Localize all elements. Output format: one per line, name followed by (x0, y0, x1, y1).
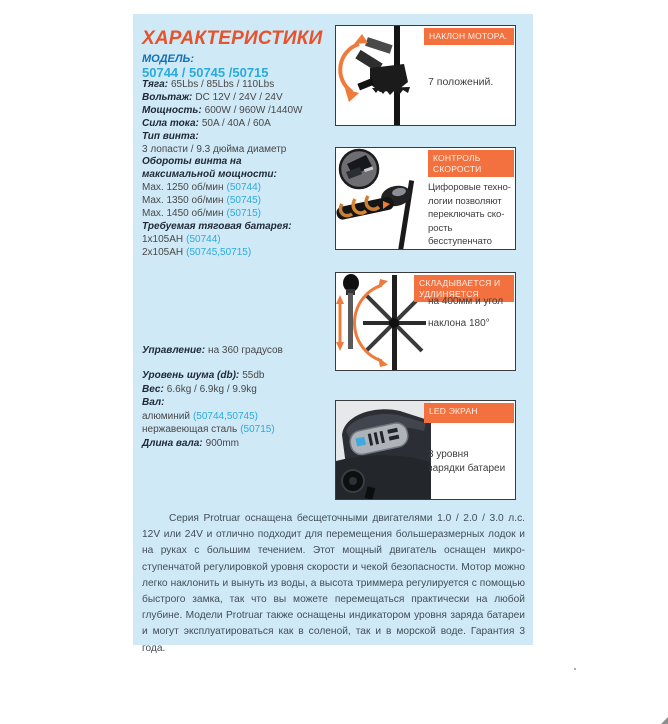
spec-label: Сила тока: (142, 117, 199, 129)
spec-value: 900mm (205, 437, 239, 449)
spec-line (142, 247, 336, 260)
spec-value: 50A / 40A / 60A (201, 117, 271, 129)
page-title: ХАРАКТЕРИСТИКИ (142, 28, 323, 49)
spec-line (142, 105, 336, 118)
feature-label-line: УДЛИНЯЕТСЯ (419, 288, 479, 299)
feature-box-fold-extend (335, 272, 516, 371)
spec-line (142, 118, 336, 131)
spec-value: Max. 1350 об/мин (142, 195, 224, 207)
feature-text (428, 448, 514, 475)
spec-value: на 360 градусов (208, 345, 283, 356)
feature-text (428, 295, 514, 330)
spec-label: максимальной мощности: (142, 169, 277, 181)
spec-line (142, 396, 336, 410)
spec-value: 65Lbs / 85Lbs / 110Lbs (170, 79, 275, 90)
feature-label-line: СКОРОСТИ (433, 163, 482, 174)
spec-label: Длина вала: (142, 437, 203, 449)
spec-line (142, 156, 336, 169)
spec-value: DC 12V / 24V / 24V (195, 91, 283, 103)
spec-block-main (142, 79, 336, 260)
model-label: МОДЕЛЬ: (142, 53, 194, 65)
spec-line (142, 169, 336, 182)
feature-label (424, 28, 514, 45)
spec-line (142, 423, 336, 437)
spec-block-extra (142, 369, 336, 450)
spec-value: Max. 1250 об/мин (142, 182, 224, 194)
spec-line (142, 369, 336, 383)
spec-value: Max. 1450 об/мин (142, 208, 224, 220)
spec-line (142, 182, 336, 195)
feature-box-led-screen (335, 400, 516, 500)
feature-label-line: КОНТРОЛЬ (433, 153, 481, 163)
spec-value: нержавеющая сталь (142, 424, 238, 435)
spec-label: Тяга: (142, 79, 168, 90)
spec-model-ref: (50744,50745) (192, 410, 259, 422)
feature-label-line: НАКЛОН МОТОРА. (429, 31, 508, 41)
speed-control-illustration (336, 148, 426, 250)
spec-label: Вольтаж: (142, 91, 193, 103)
feature-label (424, 403, 514, 423)
spec-label: Вал: (142, 397, 165, 408)
feature-text (428, 76, 514, 88)
spec-line (142, 144, 336, 157)
spec-model-ref: (50715) (240, 424, 275, 435)
model-numbers: 50744 / 50745 /50715 (142, 65, 269, 80)
feature-text-line: Цифоровые техно- (428, 182, 511, 193)
spec-model-ref: (50745) (226, 195, 261, 207)
spec-value: алюминий (142, 410, 190, 422)
spec-sheet-panel (133, 14, 533, 654)
spec-label: Вес: (142, 383, 164, 395)
feature-text-line: на 400мм и угол (428, 296, 504, 307)
feature-text-line: наклона 180° (428, 318, 490, 329)
spec-line (142, 437, 336, 451)
feature-text (428, 181, 514, 249)
spec-label: Мощность: (142, 104, 202, 116)
spec-label: Уровень шума (db): (142, 370, 240, 381)
spec-line (142, 92, 336, 105)
feature-box-motor-tilt (335, 25, 516, 126)
spec-line (142, 221, 336, 234)
spec-model-ref: (50715) (226, 208, 261, 220)
page-corner-speck (661, 717, 668, 724)
spec-model-ref: (50744) (186, 233, 221, 245)
spec-label: Управление: (142, 345, 206, 356)
feature-label (428, 150, 514, 177)
feature-text-line: зарядки батареи (428, 462, 506, 474)
fold-extend-illustration (336, 273, 426, 371)
spec-block-steering (142, 345, 336, 358)
feature-text-line: логии позволяют (428, 195, 502, 207)
feature-label-line: LED ЭКРАН (429, 406, 478, 416)
spec-line (142, 345, 336, 358)
spec-value: 1x105AH (142, 233, 184, 245)
motor-tilt-illustration (336, 26, 426, 125)
spec-value: 2x105AH (142, 246, 184, 258)
feature-text-line: переключать ско- (428, 209, 505, 221)
spec-label: Требуемая тяговая батарея: (142, 220, 292, 232)
page-artifact-dot (574, 668, 576, 670)
spec-label: Тип винта: (142, 130, 199, 142)
feature-box-speed-control (335, 147, 516, 250)
spec-line (142, 410, 336, 424)
feature-label-line: СКЛАДЫВАЕТСЯ И (419, 278, 501, 288)
spec-model-ref: (50744) (226, 182, 261, 194)
spec-line (142, 131, 336, 144)
feature-text-line: 7 положений. (428, 76, 494, 88)
spec-value: 3 лопасти / 9.3 дюйма диаметр (142, 143, 287, 155)
spec-line (142, 234, 336, 247)
description-paragraph: Серия Protruar оснащена бесщеточными двигателями 1.0 / 2.0 / 3.0 л.с. 12V или 24V и отлично подходит для перемещения большеразмерных лодок и на руках с большим течением. Этот мощный двигатель оснащен микро-ступенчатой регулировкой уровня скорости и чекой безопасности. Мотор можно легко наклонить и вынуть из воды, а высота триммера регулируется с помощью быстрого замка, так что вы можете перемещаться практически на любой глубине. Модели Protruar также оснащены индикатором уровня заряда батареи и могут эксплуатироваться как в соленой, так и в морской воде. Гарантия 3 года. (142, 513, 525, 654)
led-screen-illustration (336, 401, 431, 499)
spec-line (142, 79, 336, 92)
feature-text-line: 3 уровня (428, 449, 469, 460)
spec-model-ref: (50745,50715) (186, 246, 252, 258)
spec-line (142, 208, 336, 221)
spec-value: 600W / 960W /1440W (204, 104, 303, 116)
spec-value: 6.6kg / 6.9kg / 9.9kg (166, 383, 257, 395)
spec-label: Обороты винта на (142, 156, 242, 168)
spec-line (142, 195, 336, 208)
spec-line (142, 383, 336, 397)
spec-value: 55db (242, 370, 265, 381)
feature-text-line: рость бесступенчато (428, 222, 492, 248)
